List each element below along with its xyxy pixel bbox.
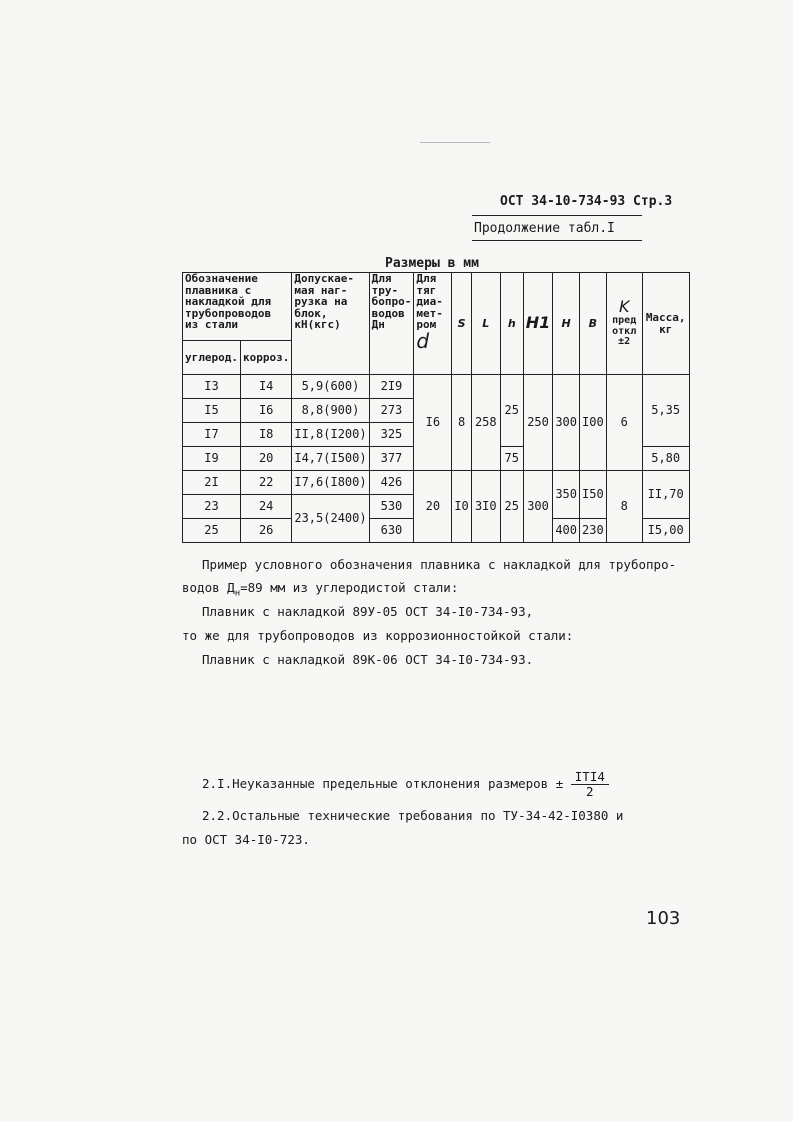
example-line-4: то же для трубопроводов из коррозионностойкой стали: xyxy=(182,628,574,643)
note-2-2-cont: по ОСТ 34-I0-723. xyxy=(182,832,310,847)
group-b-B2: 230 xyxy=(580,519,607,543)
table-row-carbon: I3 xyxy=(183,375,241,399)
col-L: L xyxy=(471,273,500,375)
table-row-pipe: 325 xyxy=(369,423,414,447)
table-row-corros: 24 xyxy=(240,495,291,519)
note-2-1 xyxy=(202,770,609,799)
units-label: Размеры в мм xyxy=(385,256,479,271)
group-a-L: 258 xyxy=(471,375,500,471)
example-line-5: Плавник с накладкой 89К-06 ОСТ 34-I0-734-93. xyxy=(202,652,534,667)
continuation-label: Продолжение табл.I xyxy=(474,221,615,236)
group-a-K: 6 xyxy=(606,375,642,471)
table-row-corros: I4 xyxy=(240,375,291,399)
group-a-mass: 5,35 xyxy=(642,375,689,447)
group-a-d: I6 xyxy=(414,375,452,471)
table-row-pipe: 377 xyxy=(369,447,414,471)
col-mass: Масса, кг xyxy=(642,273,689,375)
col-rod xyxy=(414,273,452,375)
group-b-h: 25 xyxy=(500,471,523,543)
col-K-symbol: K xyxy=(618,297,630,317)
col-K xyxy=(606,273,642,375)
group-a-h: 25 xyxy=(500,375,523,447)
tolerance-fraction xyxy=(571,770,609,799)
group-a-S: 8 xyxy=(452,375,471,471)
table-row-pipe: 530 xyxy=(369,495,414,519)
note-2-2: 2.2.Остальные технические требования по ТУ-34-42-I0380 и xyxy=(202,808,624,823)
table-row-load: I4,7(I500) xyxy=(292,447,369,471)
col-designation: Обозначение плавника с накладкой для трубопроводов из стали xyxy=(183,273,292,341)
group-b-H1: 300 xyxy=(523,471,553,543)
col-corros: корроз. xyxy=(240,341,291,375)
table-row-load: 8,8(900) xyxy=(292,399,369,423)
col-pipe xyxy=(369,273,414,375)
group-b-d: 20 xyxy=(414,471,452,543)
col-H1: H1 xyxy=(523,273,553,375)
table-row-carbon: 23 xyxy=(183,495,241,519)
group-b-mass: II,70 xyxy=(642,471,689,519)
table-row-pipe: 273 xyxy=(369,399,414,423)
table-row-carbon: I5 xyxy=(183,399,241,423)
tolerance-denominator: 2 xyxy=(586,783,594,799)
header-rule xyxy=(472,215,642,216)
col-S: S xyxy=(452,273,471,375)
top-mark xyxy=(420,142,490,143)
col-H: H xyxy=(553,273,580,375)
table-row-pipe: 630 xyxy=(369,519,414,543)
table-row-pipe: 2I9 xyxy=(369,375,414,399)
group-b-H: 350 xyxy=(553,471,580,519)
group-b-mass2: I5,00 xyxy=(642,519,689,543)
col-pipe-label: Для тру-бопро-водов xyxy=(371,272,412,320)
table-row-load: 23,5(2400) xyxy=(292,495,369,543)
group-a-h2: 75 xyxy=(500,447,523,471)
group-a-H1: 250 xyxy=(523,375,553,471)
example-line-2-pre: водов Д xyxy=(182,580,235,595)
note-2-1-text: 2.I.Неуказанные предельные отклонения размеров ± xyxy=(202,775,564,791)
group-b-B: I50 xyxy=(580,471,607,519)
example-line-1: Пример условного обозначения плавника с накладкой для трубопро- xyxy=(202,557,677,572)
example-line-2-sub: н xyxy=(234,588,241,599)
table-row-corros: 20 xyxy=(240,447,291,471)
group-a-mass2: 5,80 xyxy=(642,447,689,471)
table-row-corros: I6 xyxy=(240,399,291,423)
table-row-corros: 22 xyxy=(240,471,291,495)
table-row-carbon: 25 xyxy=(183,519,241,543)
col-B: B xyxy=(580,273,607,375)
table-row-load: II,8(I200) xyxy=(292,423,369,447)
col-load: Допускае-мая наг-рузка на блок, кН(кгс) xyxy=(292,273,369,375)
dimensions-table xyxy=(182,272,690,543)
col-rod-symbol: d xyxy=(416,328,430,353)
example-line-2 xyxy=(182,580,458,599)
group-a-H: 300 xyxy=(553,375,580,471)
page-number: 103 xyxy=(646,908,681,929)
group-a-B: I00 xyxy=(580,375,607,471)
continuation-rule xyxy=(472,240,642,241)
table-row-carbon: I7 xyxy=(183,423,241,447)
group-b-S: I0 xyxy=(452,471,471,543)
table-row-carbon: 2I xyxy=(183,471,241,495)
group-b-L: 3I0 xyxy=(471,471,500,543)
standard-header: ОСТ 34-10-734-93 Стр.3 xyxy=(500,194,673,209)
group-b-K: 8 xyxy=(606,471,642,543)
table-row-load: I7,6(I800) xyxy=(292,471,369,495)
col-h: h xyxy=(500,273,523,375)
table-row-carbon: I9 xyxy=(183,447,241,471)
col-K-tolerance: пред откл ±2 xyxy=(612,315,637,348)
table-row-pipe: 426 xyxy=(369,471,414,495)
col-rod-label: Для тяг диа-мет-ром xyxy=(416,272,443,332)
example-line-3: Плавник с накладкой 89У-05 ОСТ 34-I0-734-93, xyxy=(202,604,534,619)
example-line-2-post: =89 мм из углеродистой стали: xyxy=(240,580,459,595)
col-pipe-symbol: Дн xyxy=(371,318,385,332)
table-row-corros: 26 xyxy=(240,519,291,543)
col-carbon: углерод. xyxy=(183,341,241,375)
group-b-H2: 400 xyxy=(553,519,580,543)
table-row-corros: I8 xyxy=(240,423,291,447)
tolerance-numerator: IТI4 xyxy=(571,770,609,785)
table-row-load: 5,9(600) xyxy=(292,375,369,399)
